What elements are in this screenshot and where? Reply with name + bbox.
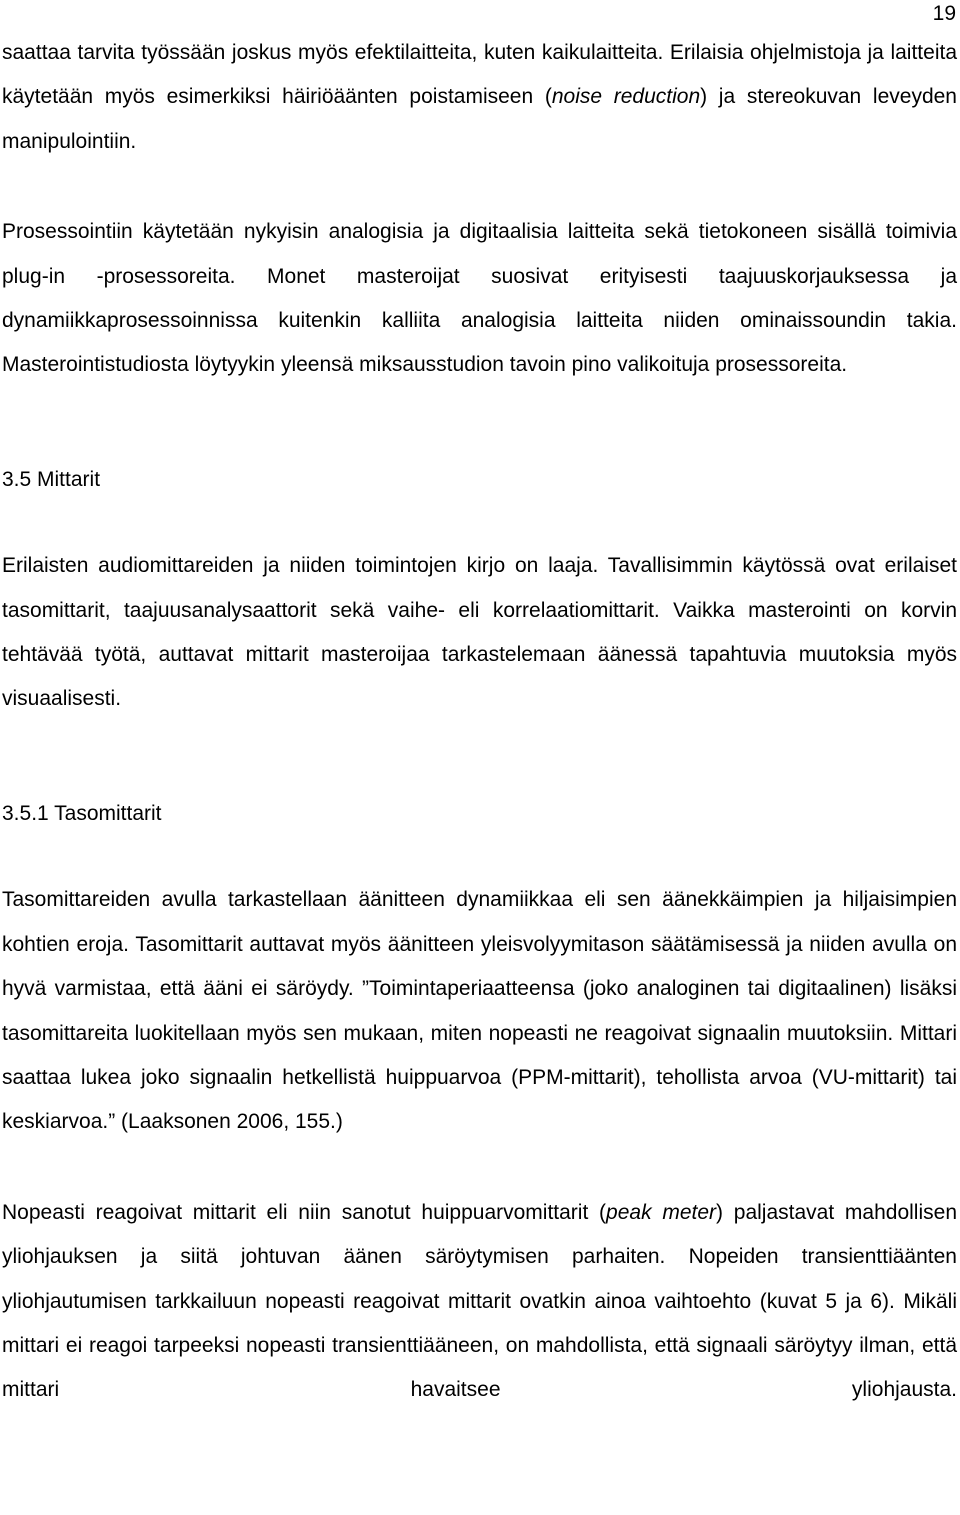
spacer: [2, 388, 957, 458]
italic-term: peak meter: [606, 1200, 717, 1224]
spacer: [2, 722, 957, 792]
spacer: [2, 502, 957, 544]
paragraph-text: ) ja stereokuvan leveyden manipulointiin.: [2, 85, 957, 153]
paragraph-peak-meters: [2, 1191, 957, 1413]
spacer: [2, 836, 957, 878]
paragraph-effects: [2, 31, 957, 164]
spacer: [2, 1145, 957, 1191]
paragraph-processing: Prosessointiin käytetään nykyisin analogisia ja digitaalisia laitteita sekä tietokoneen sisällä toimivia plug-in -prosessoreita. Monet masteroijat suosivat erityisesti taajuuskorjauksessa ja dynamiikkaprosessoinnissa kuitenkin kalliita analogisia laitteita niiden ominaissoundin takia. Masterointistudiosta löytyykin yleensä miksausstudion tavoin pino valikoituja prosessoreita.: [2, 220, 957, 377]
page-number: 19: [932, 2, 956, 25]
paragraph-text: ) paljastavat mahdollisen yliohjauksen ja siitä johtuvan äänen säröytymisen parhaiten. Nopeiden transienttiäänten yliohjautumisen tarkkailuun nopeasti reagoivat mittarit ovatkin ainoa vaihtoehto (kuvat 5 ja 6). Mikäli mittari ei reagoi tarpeeksi nopeasti transienttiääneen, on mahdollista, että signaali säröytyy ilman, että mittari havaitsee yliohjausta.: [2, 1200, 957, 1402]
spacer: [2, 164, 957, 210]
paragraph-meters: Erilaisten audiomittareiden ja niiden toimintojen kirjo on laaja. Tavallisimmin käytössä ovat erilaiset tasomittarit, taajuusanalysaattorit sekä vaihe- eli korrelaatiomittarit. Vaikka masterointi on korvin tehtävää työtä, auttavat mittarit masteroijaa tarkastelemaan äänessä tapahtuvia muutoksia myös visuaalisesti.: [2, 554, 957, 711]
document-body: [2, 31, 957, 1413]
section-heading: 3.5 Mittarit: [2, 467, 101, 491]
paragraph-text: Nopeasti reagoivat mittarit eli niin sanotut huippuarvomittarit (: [2, 1200, 607, 1224]
subsection-heading: 3.5.1 Tasomittarit: [2, 801, 162, 825]
paragraph-level-meters: Tasomittareiden avulla tarkastellaan äänitteen dynamiikkaa eli sen äänekkäimpien ja hiljaisimpien kohtien eroja. Tasomittarit auttavat myös äänitteen yleisvolyymitason säätämisessä ja niiden avulla on hyvä varmistaa, että ääni ei säröydy. ”Toimintaperiaatteensa (joko analoginen tai digitaalinen) lisäksi tasomittareita luokitellaan myös sen mukaan, miten nopeasti ne reagoivat signaalin muutoksiin. Mittari saattaa lukea joko signaalin hetkellistä huippuarvoa (PPM-mittarit), tehollista arvoa (VU-mittarit) tai keskiarvoa.” (Laaksonen 2006, 155.): [2, 888, 957, 1134]
paragraph-text: saattaa tarvita työssään joskus myös efektilaitteita, kuten kaikulaitteita. Erilaisia ohjelmistoja ja laitteita käytetään myös esimerkiksi häiriöäänten poistamiseen (: [2, 41, 957, 109]
italic-term: noise reduction: [551, 85, 701, 109]
